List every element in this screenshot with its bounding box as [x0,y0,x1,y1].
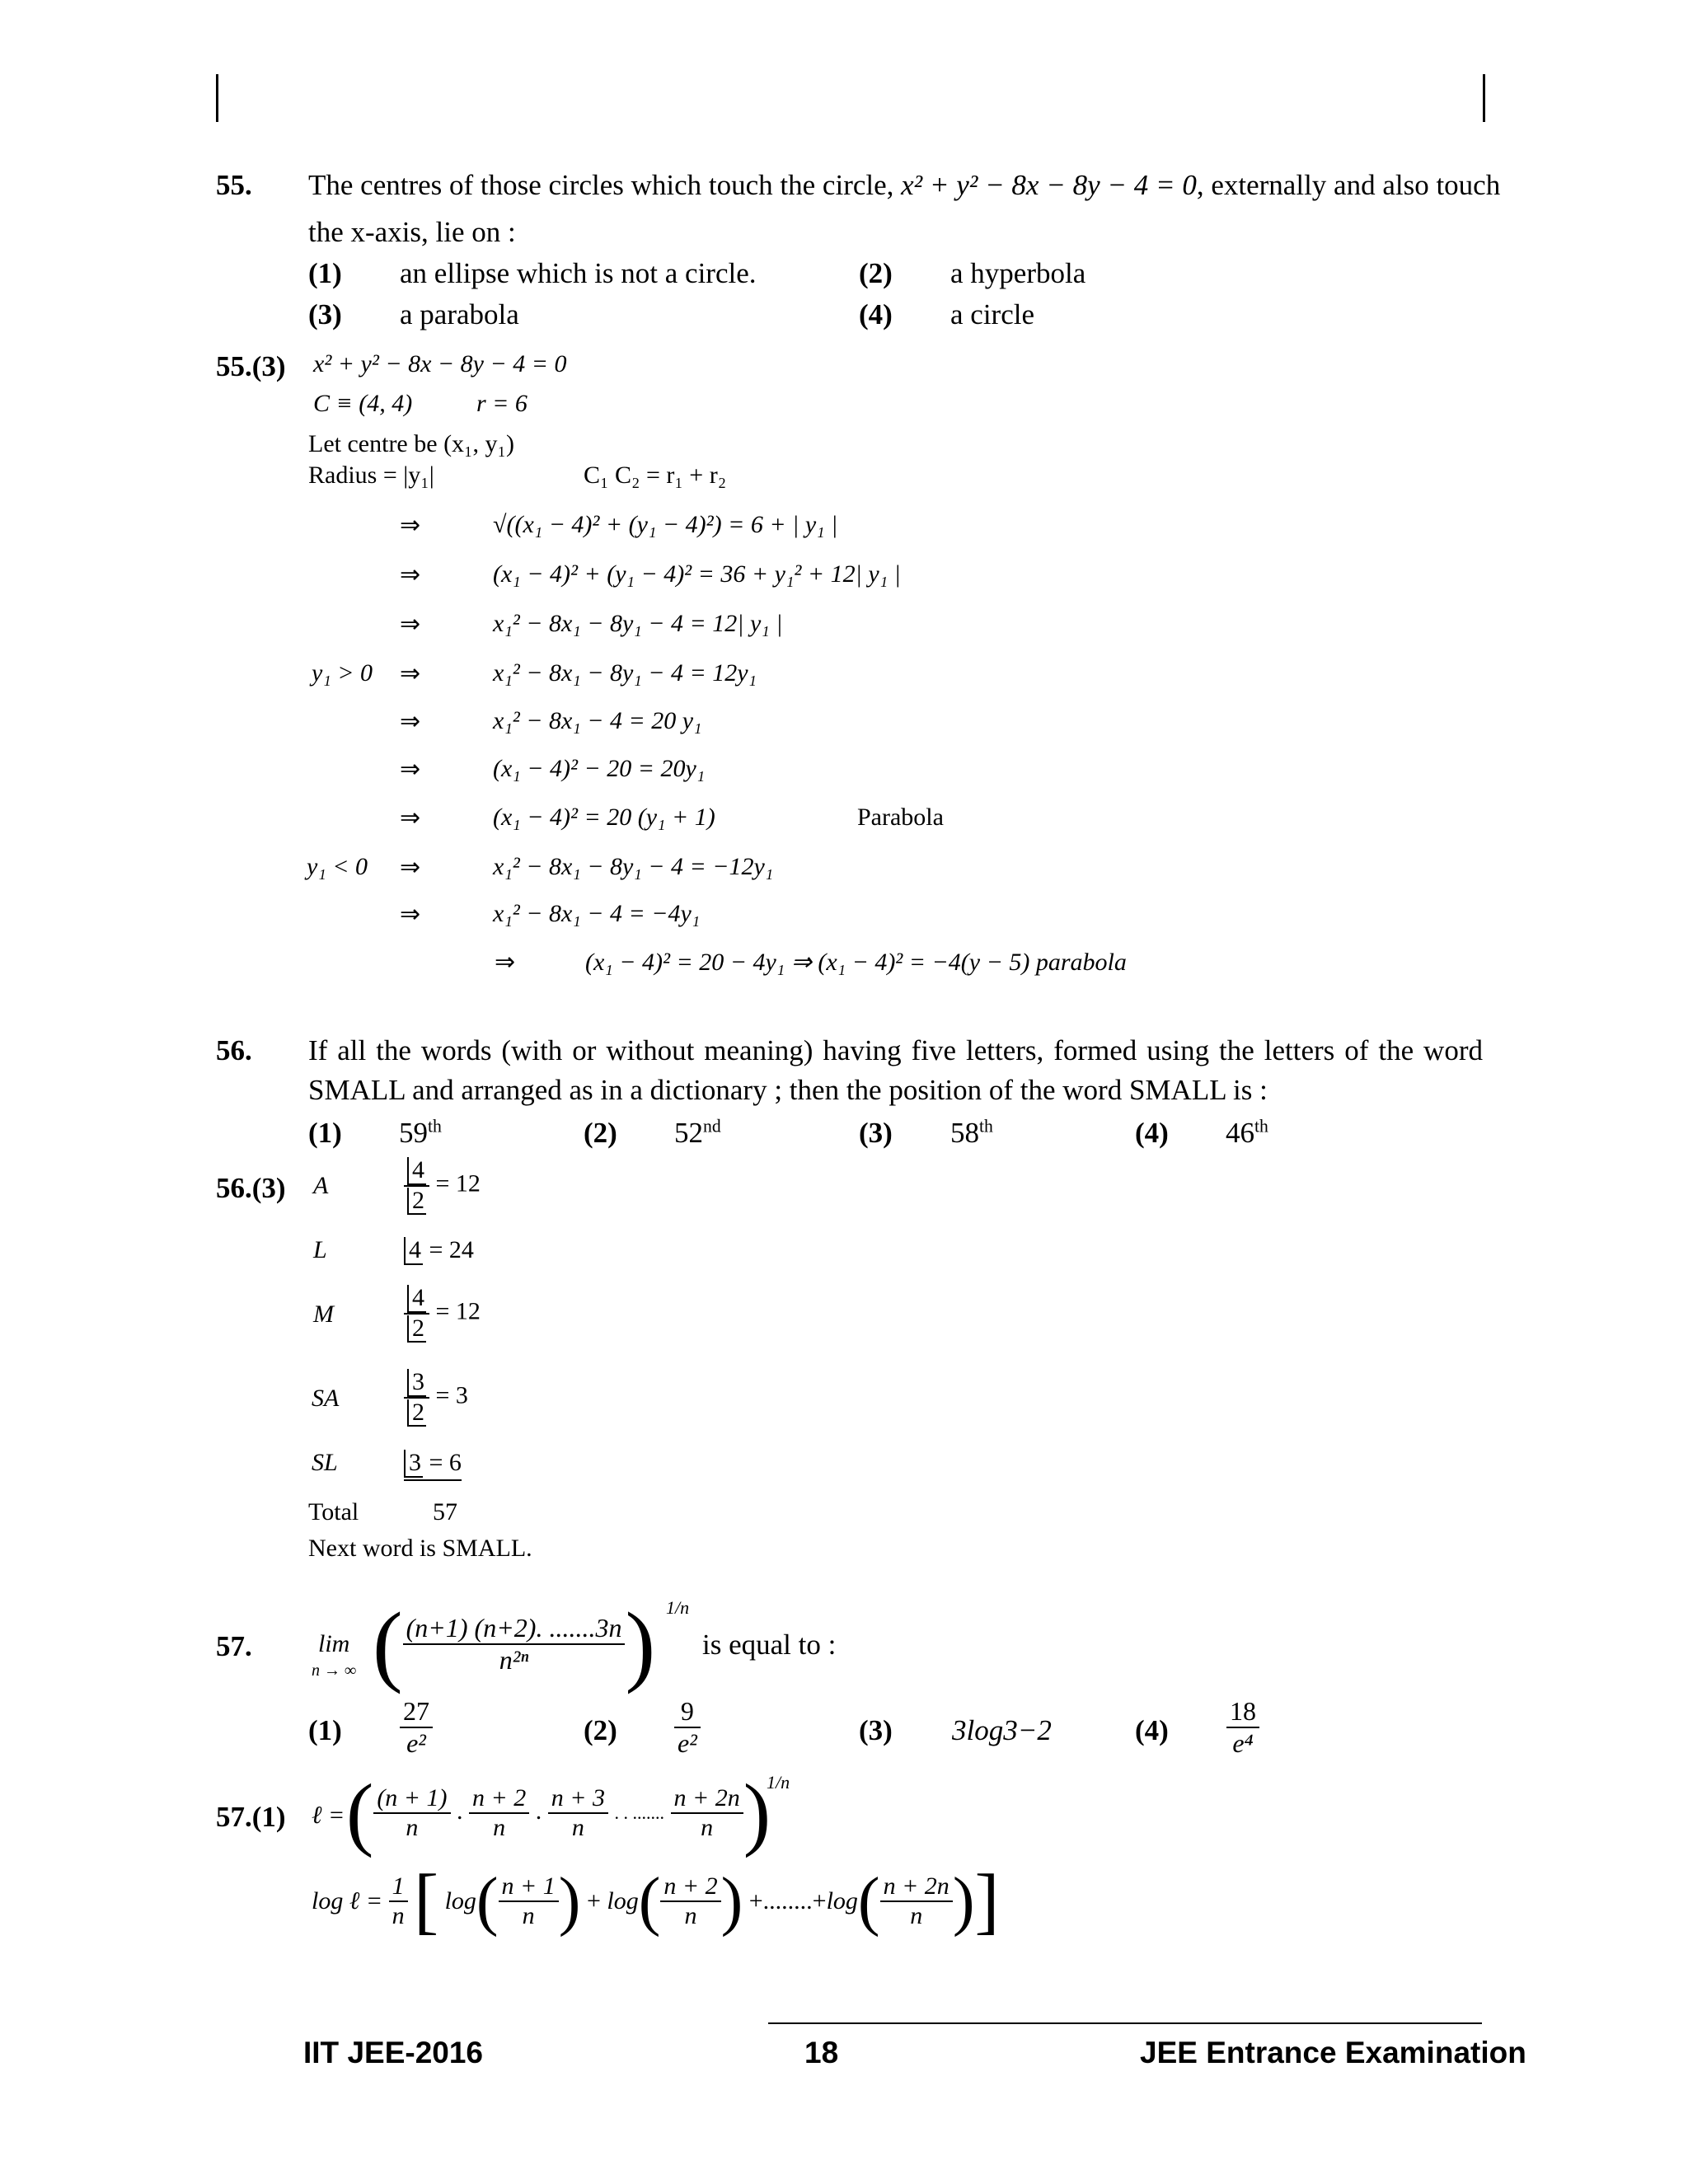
question-55-number: 55. [216,169,252,201]
s55-case-positive: y₁ > 0 [312,659,373,687]
q55-opt4-text[interactable]: a circle [950,298,1034,330]
s57-term2-den: n [493,1814,506,1841]
s55-radius-def: Radius = |y₁| [308,462,434,489]
crop-mark-left [216,74,218,122]
s57-log-term2-num: n + 2 [660,1872,720,1902]
q56-opt1-text: 59 [399,1117,428,1149]
s56-row4-result: = 3 [435,1381,468,1409]
footer-right: JEE Entrance Examination [1140,2036,1526,2069]
q55-opt2-label: (2) [859,257,893,289]
q55-opt1-label: (1) [308,257,342,289]
s56-row5-expr [404,1449,462,1481]
s56-total-value: 57 [433,1498,457,1526]
s55-parabola-label: Parabola [857,804,944,831]
s55-step-5: x₁² − 8x₁ − 4 = 20 y₁ [493,707,702,734]
s56-row3-result: = 12 [435,1297,481,1325]
q56-line2: SMALL and arranged as in a dictionary ; then the position of the word SMALL is : [308,1074,1268,1106]
question-55-text [308,169,1500,202]
s57-log-1: log [444,1887,476,1915]
q55-opt4-label: (4) [859,298,893,330]
s57-log-term1-den: n [522,1902,535,1929]
q56-opt4-label: (4) [1135,1117,1169,1149]
q56-opt4-text: 46 [1226,1117,1254,1149]
s57-term1 [373,1784,450,1842]
s56-row4-letter: SA [312,1385,340,1412]
s57-term3-den: n [571,1814,584,1841]
footer-rule [768,2022,1482,2024]
q57-opt1-den: e² [406,1728,426,1758]
s57-dots: . . ....... [614,1802,665,1823]
s56-row4-den: 2 [407,1399,426,1427]
q56-opt3-sup: th [979,1116,993,1137]
solution-57-label: 57.(1) [216,1801,286,1833]
s55-eq1: x² + y² − 8x − 8y − 4 = 0 [313,350,567,377]
s57-term4-num: n + 2n [671,1784,743,1814]
q57-opt1-value[interactable] [400,1696,433,1759]
s57-one-over-n [389,1872,408,1930]
s57-term3 [548,1784,608,1842]
s57-log-2: log [607,1887,639,1915]
s56-row2-expr [404,1236,474,1265]
s55-c1c2: C₁ C₂ = r₁ + r₂ [584,462,727,489]
q56-opt2-sup: nd [703,1116,721,1137]
q56-opt4-value[interactable] [1226,1117,1268,1150]
q57-opt4-value[interactable] [1226,1696,1259,1759]
s56-row1-letter: A [313,1172,329,1199]
s55-step-1: √((x₁ − 4)² + (y₁ − 4)²) = 6 + | y₁ | [493,511,838,538]
q55-opt3-text[interactable]: a parabola [400,298,519,330]
q55-opt2-text[interactable]: a hyperbola [950,257,1086,289]
s57-log-line: log ℓ = $\frac{1}{n}$ [ log( $\frac{n + 1}{n}$ ) + log( $\frac{n + 2}{n}$ ) +........+log( $\frac{n + 2n}{n}$ )] [312,1860,1000,1942]
q57-opt2-value[interactable] [674,1696,701,1759]
s56-row1-num: 4 [407,1157,426,1185]
s56-next-word: Next word is SMALL. [308,1535,532,1562]
s55-arrow-8: ⇒ [400,854,421,881]
s55-arrow-10: ⇒ [495,949,516,976]
s57-term2-num: n + 2 [469,1784,529,1814]
s55-case-negative: y₁ < 0 [307,853,368,880]
s55-arrow-4: ⇒ [400,660,421,687]
q56-opt1-value[interactable] [399,1117,442,1150]
s57-ell: ℓ = [312,1802,345,1829]
q55-text-c: the x-axis, lie on : [308,216,516,248]
s55-step-3: x₁² − 8x₁ − 8y₁ − 4 = 12| y₁ | [493,610,783,637]
s55-arrow-3: ⇒ [400,611,421,638]
q55-opt3-label: (3) [308,298,342,330]
s55-radius: r = 6 [476,390,528,417]
q57-lim-sub: n → ∞ [312,1661,357,1680]
q55-equation: x² + y² − 8x − 8y − 4 = 0 [901,169,1197,201]
solution-56-label: 56.(3) [216,1172,286,1204]
s55-step-6: (x₁ − 4)² − 20 = 20y₁ [493,755,706,782]
s57-term4 [671,1784,743,1842]
s56-row3-letter: M [313,1301,334,1328]
q57-opt2-den: e² [678,1728,697,1758]
s57-log-term3-den: n [910,1902,923,1929]
s55-arrow-6: ⇒ [400,756,421,783]
s55-step-7: (x₁ − 4)² = 20 (y₁ + 1) [493,804,715,831]
s56-row1-den: 2 [407,1188,426,1216]
s56-row1-frac [404,1156,429,1215]
s57-log-term1 [499,1872,559,1930]
s57-term3-num: n + 3 [548,1784,608,1814]
q55-text-b: , externally and also touch [1196,169,1501,201]
s56-row3-expr [404,1284,481,1343]
s56-row5-result: = 6 [429,1449,462,1476]
q57-opt1-num: 27 [400,1696,433,1728]
q56-opt1-label: (1) [308,1117,342,1149]
page-number: 18 [804,2036,839,2069]
q56-opt2-text: 52 [674,1117,703,1149]
q57-lim: lim [318,1630,350,1657]
q56-opt3-text: 58 [950,1117,979,1149]
s55-step-9: x₁² − 8x₁ − 4 = −4y₁ [493,900,701,927]
s56-row2-result: = 24 [429,1236,474,1263]
s57-log-term2 [660,1872,720,1930]
q57-denominator: n²ⁿ [499,1645,529,1675]
s56-row5-letter: SL [312,1449,338,1476]
q57-opt4-den: e⁴ [1232,1728,1254,1758]
s55-arrow-5: ⇒ [400,708,421,735]
q57-opt3-label: (3) [859,1714,893,1746]
q56-opt1-sup: th [428,1116,442,1137]
q57-frac [403,1613,626,1675]
q57-opt2-frac [674,1696,701,1759]
q57-expression: ( $\frac{(n+1) (n+2). .......3n}{\text{n²ⁿ}}$ ) [373,1594,656,1694]
q56-opt3-label: (3) [859,1117,893,1149]
question-56-number: 56. [216,1034,252,1066]
s56-row4-num: 3 [407,1369,426,1397]
q57-opt1-frac [400,1696,433,1759]
s56-total-label: Total [308,1498,359,1526]
s57-one-den: n [392,1902,405,1929]
s57-plus-dots: +........+ [748,1887,827,1915]
s55-step-4: x₁² − 8x₁ − 8y₁ − 4 = 12y₁ [493,659,757,687]
q57-opt1-label: (1) [308,1714,342,1746]
q57-opt4-num: 18 [1226,1696,1259,1728]
q56-opt3-value[interactable] [950,1117,993,1150]
s57-term2 [469,1784,529,1842]
footer-left: IIT JEE-2016 [303,2036,484,2069]
s57-one: 1 [389,1872,408,1902]
s55-step-8: x₁² − 8x₁ − 8y₁ − 4 = −12y₁ [493,853,774,880]
s57-log-term1-num: n + 1 [499,1872,559,1902]
q57-opt4-frac [1226,1696,1259,1759]
s56-row3-den: 2 [407,1315,426,1343]
s55-arrow-7: ⇒ [400,804,421,832]
s55-arrow-2: ⇒ [400,561,421,588]
s57-power: 1/n [767,1772,790,1793]
s55-arrow-9: ⇒ [400,901,421,928]
q57-opt3-text[interactable]: 3log3−2 [952,1714,1052,1746]
question-57-number: 57. [216,1630,252,1662]
s55-center: C ≡ (4, 4) [313,390,413,417]
s56-row3-frac [404,1284,429,1343]
s56-row4-frac [404,1368,429,1427]
q56-opt2-label: (2) [584,1117,617,1149]
s56-row2-num: 4 [404,1237,423,1265]
s56-row5-num: 3 [404,1450,423,1478]
q57-opt2-label: (2) [584,1714,617,1746]
solution-55-label: 55.(3) [216,350,286,382]
q57-opt4-label: (4) [1135,1714,1169,1746]
s55-step-2: (x₁ − 4)² + (y₁ − 4)² = 36 + y₁² + 12| y₁ | [493,560,901,588]
s56-row3-num: 4 [407,1285,426,1313]
q56-opt4-sup: th [1254,1116,1268,1137]
s56-row4-expr [404,1368,468,1427]
crop-mark-right [1483,74,1485,122]
s57-expression: ( $\frac{(n + 1)}{n}$ . $\frac{n + 2}{n}$ . $\frac{n + 3}{n}$ . . ....... $\frac{n + 2n}{n}$ ) [346,1767,771,1858]
q55-text-a: The centres of those circles which touch the circle, [308,169,894,201]
s57-term1-den: n [406,1814,419,1841]
s56-row1-result: = 12 [435,1169,481,1197]
s57-log-term2-den: n [684,1902,697,1929]
s57-plus: + [586,1887,601,1915]
q55-opt1-text[interactable]: an ellipse which is not a circle. [400,257,757,289]
s55-let-centre: Let centre be (x₁, y₁) [308,430,514,457]
s55-step-10: (x₁ − 4)² = 20 − 4y₁ ⇒ (x₁ − 4)² = −4(y − 5) parabola [585,949,1127,976]
s57-log-term3 [880,1872,953,1930]
s56-row1-expr [404,1156,481,1215]
s56-row2-letter: L [313,1236,327,1263]
s57-term4-den: n [701,1814,714,1841]
s57-log-term3-num: n + 2n [880,1872,953,1902]
s57-term1-num: (n + 1) [373,1784,450,1814]
q56-opt2-value[interactable] [674,1117,721,1150]
q56-line1: If all the words (with or without meaning) having five letters, formed using the letters of the word [308,1034,1483,1066]
q57-power: 1/n [666,1597,690,1618]
q57-opt2-num: 9 [674,1696,701,1728]
s57-log-3: log [826,1887,858,1915]
s57-log-lhs: log ℓ = [312,1887,383,1915]
s55-arrow-1: ⇒ [400,512,421,539]
q57-numerator: (n+1) (n+2). .......3n [403,1613,626,1645]
q57-tail: is equal to : [702,1629,837,1661]
